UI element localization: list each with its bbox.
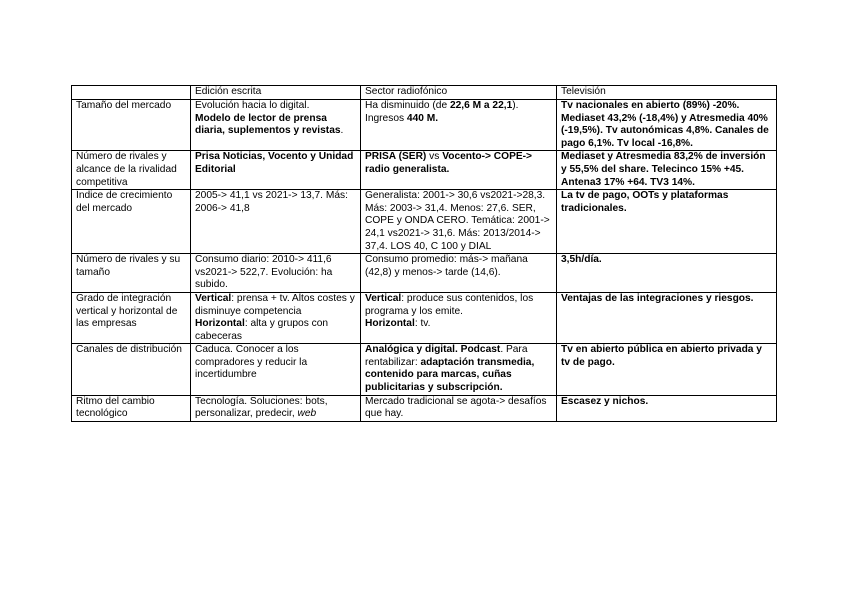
cell-text: Generalista: 2001-> 30,6 vs2021->28,3. Más: 2003-> 31,4. Menos: 27,6. SER, COPE y ONDA CERO. Temática: 2001-> 24,1 vs2021-> 31,6. Más: 2013/2014-> 37,4. LOS 40, C 100 y DIAL xyxy=(365,190,550,252)
cell-text: : prensa + tv. Altos costes y disminuye competencia xyxy=(195,292,355,317)
cell-text: Caduca. Conocer a los compradores y reducir la incertidumbre xyxy=(195,344,308,381)
cell-radio xyxy=(361,151,557,190)
row-label: Canales de distribución xyxy=(72,344,191,395)
cell-text-bold: Modelo de lector de prensa diaria, suplementos y revistas xyxy=(195,112,341,137)
table-row xyxy=(72,254,777,293)
cell-text-italic: web xyxy=(297,408,317,420)
cell-tv xyxy=(557,151,777,190)
cell-text-bold: Analógica y digital. Podcast xyxy=(365,344,501,356)
table-row xyxy=(72,151,777,190)
cell-text: : tv. xyxy=(414,318,431,330)
row-label: Grado de integración vertical y horizontal de las empresas xyxy=(72,292,191,343)
cell-text: : produce sus contenidos, los programa y los emite. xyxy=(365,292,534,317)
row-label: Tamaño del mercado xyxy=(72,100,191,151)
cell-radio xyxy=(361,190,557,254)
cell-text-bold: Escasez y nichos. xyxy=(561,395,649,407)
media-market-table xyxy=(71,85,777,422)
cell-text-bold: 3,5h/día. xyxy=(561,254,602,266)
cell-tv xyxy=(557,190,777,254)
header-row xyxy=(72,86,777,100)
cell-text: Consumo promedio: más-> mañana (42,8) y menos-> tarde (14,6). xyxy=(365,254,528,278)
cell-radio xyxy=(361,254,557,293)
row-label: Número de rivales y alcance de la rivalidad competitiva xyxy=(72,151,191,190)
cell-text: 2005-> 41,1 vs 2021-> 13,7. Más: 2006-> 41,8 xyxy=(195,190,348,214)
cell-text-bold: Horizontal xyxy=(365,318,415,330)
cell-escrita xyxy=(191,100,361,151)
cell-radio xyxy=(361,344,557,395)
cell-escrita xyxy=(191,292,361,343)
cell-text-bold: Horizontal xyxy=(195,318,245,330)
cell-text-bold: Tv en abierto pública en abierto privada y tv de pago. xyxy=(561,344,762,368)
cell-radio xyxy=(361,100,557,151)
cell-escrita xyxy=(191,190,361,254)
row-label: Índice de crecimiento del mercado xyxy=(72,190,191,254)
cell-text: . Para rentabilizar: xyxy=(365,344,528,368)
header-cell-escrita: Edición escrita xyxy=(191,86,361,100)
cell-text-bold: Tv nacionales en abierto (89%) -20%. Mediaset 43,2% (-18,4%) y Atresmedia 40% (-19,5%). Tv autonómicas 4,8%. Canales de pago 6,1%. Tv local -16,8%. xyxy=(561,100,769,149)
cell-text-bold: 440 M. xyxy=(406,112,439,124)
cell-text: . xyxy=(340,125,344,137)
cell-text-bold: Mediaset y Atresmedia 83,2% de inversión y 55,5% del share. Telecinco 15% +45. Antena3 17% +64. TV3 14%. xyxy=(561,151,766,188)
cell-text-bold: PRISA (SER) xyxy=(365,151,427,163)
cell-text: Ha disminuido (de xyxy=(365,100,450,111)
cell-text: : alta y grupos con cabeceras xyxy=(195,318,329,342)
cell-radio xyxy=(361,292,557,343)
header-cell-radio: Sector radiofónico xyxy=(361,86,557,100)
cell-escrita xyxy=(191,344,361,395)
cell-text-bold: Ventajas de las integraciones y riesgos. xyxy=(561,292,754,304)
cell-escrita xyxy=(191,254,361,293)
cell-text-bold: Vertical xyxy=(195,292,232,304)
cell-escrita xyxy=(191,395,361,421)
header-cell-tv: Televisión xyxy=(557,86,777,100)
cell-text-bold: Prisa Noticias, Vocento y Unidad Editorial xyxy=(195,151,354,175)
table-row xyxy=(72,395,777,421)
cell-text: vs xyxy=(426,151,443,163)
row-label: Número de rivales y su tamaño xyxy=(72,254,191,293)
cell-text: Tecnología. Soluciones: bots, personalizar, predecir, xyxy=(195,395,328,420)
cell-tv xyxy=(557,292,777,343)
cell-escrita xyxy=(191,151,361,190)
cell-text: Consumo diario: 2010-> 411,6 vs2021-> 522,7. Evolución: ha subido. xyxy=(195,254,333,291)
cell-tv xyxy=(557,395,777,421)
cell-radio xyxy=(361,395,557,421)
cell-text-bold: Vertical xyxy=(365,292,402,304)
cell-text-bold: adaptación transmedia, contenido para marcas, cuñas publicitarias y subscripción. xyxy=(365,356,535,394)
cell-text-bold: Vocento-> COPE-> radio generalista. xyxy=(365,151,533,175)
cell-tv xyxy=(557,254,777,293)
table-row xyxy=(72,344,777,395)
cell-text: ). xyxy=(512,100,519,111)
table-row xyxy=(72,190,777,254)
cell-tv xyxy=(557,100,777,151)
row-label: Ritmo del cambio tecnológico xyxy=(72,395,191,421)
cell-text-bold: 22,6 M a 22,1 xyxy=(449,100,513,111)
table-row xyxy=(72,100,777,151)
cell-text: Mercado tradicional se agota-> desafíos que hay. xyxy=(365,395,547,420)
cell-text: Evolución hacia lo digital. xyxy=(195,100,310,111)
cell-text: Ingresos xyxy=(365,112,407,124)
cell-text-bold: La tv de pago, OOTs y plataformas tradicionales. xyxy=(561,190,729,214)
header-cell-empty xyxy=(72,86,191,100)
table-row xyxy=(72,292,777,343)
cell-tv xyxy=(557,344,777,395)
